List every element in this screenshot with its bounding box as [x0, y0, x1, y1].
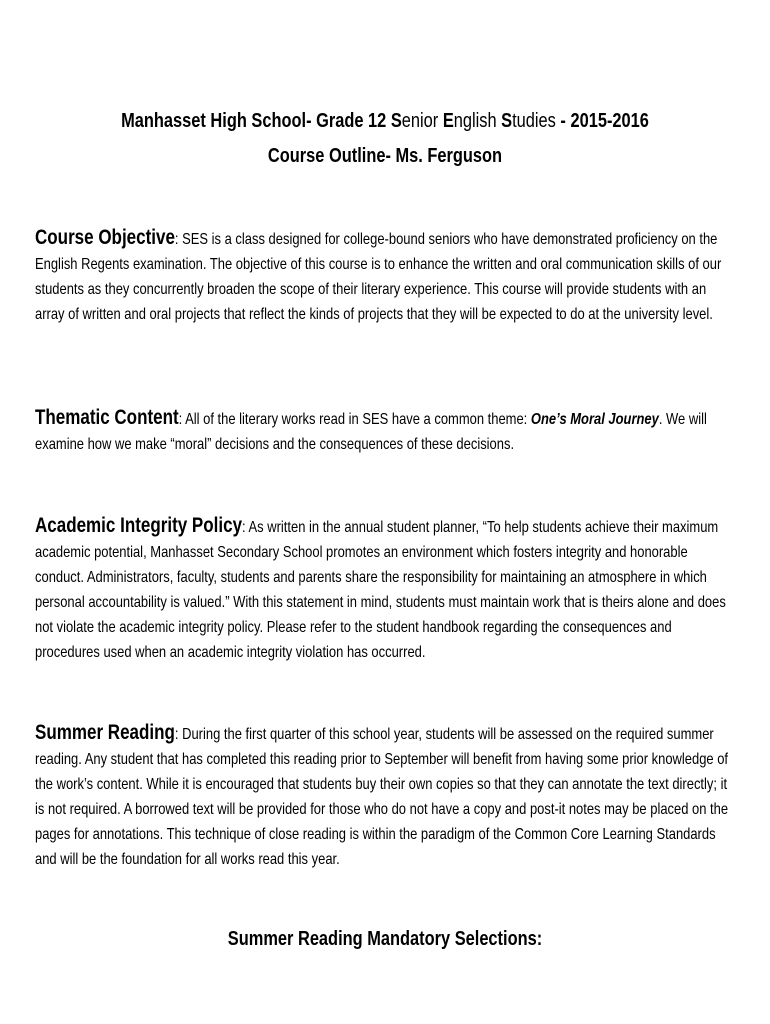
- academic-integrity-section: [35, 513, 732, 665]
- title-st-rest: tudies: [512, 110, 556, 132]
- summer-reading-body: : During the first quarter of this school year, students will be assessed on the required summer reading. Any student that has completed this reading prior to September will benefit from having some prior knowledge of the work’s content. While it is encouraged that students buy their own copies so that they can annotate the text directly; it is not required. A borrowed text will be provided for those who do not have a copy and post-it notes may be placed on the pages for annotations. This technique of close reading is within the paradigm of the Common Core Learning Standards and will be the foundation for all works read this year.: [35, 726, 729, 868]
- course-objective-section: [35, 225, 732, 327]
- course-objective-heading: Course Objective: [35, 226, 175, 249]
- thematic-content-body-before: : All of the literary works read in SES have a common theme:: [178, 411, 531, 428]
- title-e-cap: E: [442, 110, 454, 132]
- academic-integrity-heading: Academic Integrity Policy: [35, 514, 243, 537]
- title-s-cap: S: [390, 110, 402, 132]
- thematic-content-body-after: . We will examine how we make “moral” decisions and the consequences of these decisions.: [35, 411, 707, 453]
- title-s-rest: enior: [401, 110, 443, 132]
- academic-integrity-body: : As written in the annual student planner, “To help students achieve their maximum academic potential, Manhasset Secondary School promotes an environment which fosters integrity and honorable conduct. Administrators, faculty, students and parents share the responsibility for maintaining an atmosphere in which personal accountability is valued.” With this statement in mind, students must maintain work that is theirs alone and does not violate the academic integrity policy. Please refer to the student handbook regarding the consequences and procedures used when an academic integrity violation has occurred.: [35, 519, 726, 661]
- title-part1: Manhasset High School- Grade 12: [121, 110, 391, 132]
- title-e-rest: nglish: [453, 110, 502, 132]
- title-st-cap: S: [501, 110, 513, 132]
- thematic-content-theme: One’s Moral Journey: [530, 411, 659, 428]
- mandatory-selections-heading: Summer Reading Mandatory Selections:: [227, 928, 543, 950]
- thematic-content-section: [35, 405, 732, 457]
- course-objective-body: : SES is a class designed for college-bound seniors who have demonstrated proficiency on the English Regents examination. The objective of this course is to enhance the written and oral communication skills of our students as they concurrently broaden the scope of their literary experience. This course will provide students with an array of written and oral projects that reflect the kinds of projects that they will be expected to do at the university level.: [35, 231, 722, 323]
- summer-reading-heading: Summer Reading: [35, 721, 175, 744]
- thematic-content-heading: Thematic Content: [35, 406, 179, 429]
- document-title: [102, 104, 668, 174]
- summer-reading-section: [35, 720, 732, 872]
- title-part2: - 2015-2016 Course Outline- Ms. Ferguson: [267, 110, 649, 167]
